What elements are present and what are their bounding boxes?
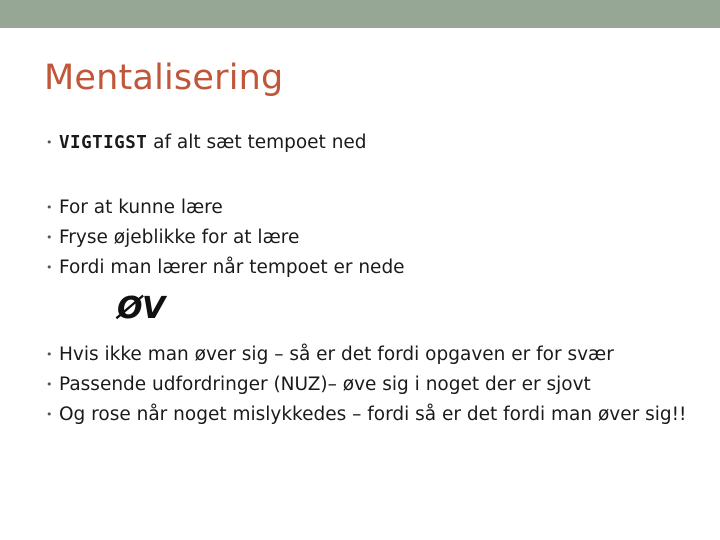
bullet-item <box>46 223 706 253</box>
bullet-item <box>46 128 706 158</box>
bullet-item <box>46 400 706 429</box>
bullet-dot-icon: • <box>46 408 53 421</box>
bullet-keyword: VIGTIGST <box>59 133 148 153</box>
subheading: ØV <box>117 291 166 326</box>
bullet-dot-icon: • <box>46 378 53 391</box>
bullet-dot-icon: • <box>46 231 53 244</box>
top-bar <box>0 0 720 28</box>
bullet-text: Fordi man lærer når tempoet er nede <box>59 257 405 278</box>
bullet-dot-icon: • <box>46 348 53 361</box>
bullet-list-practice <box>46 340 706 429</box>
bullet-text: Og rose når noget mislykkedes – fordi så er det fordi man øver sig!! <box>59 404 687 425</box>
bullet-text: Hvis ikke man øver sig – så er det fordi opgaven er for svær <box>59 344 614 365</box>
bullet-item <box>46 370 706 400</box>
bullet-dot-icon: • <box>46 201 53 214</box>
bullet-text: Passende udfordringer (NUZ)– øve sig i noget der er sjovt <box>59 374 591 395</box>
slide-title: Mentalisering <box>44 58 284 98</box>
bullet-dot-icon: • <box>46 136 53 149</box>
bullet-text: Fryse øjeblikke for at lære <box>59 227 300 248</box>
bullet-item <box>46 340 706 370</box>
bullet-item <box>46 193 706 223</box>
bullet-text: For at kunne lære <box>59 197 223 218</box>
bullet-dot-icon: • <box>46 261 53 274</box>
bullet-list-priority <box>46 128 706 158</box>
bullet-text: af alt sæt tempoet ned <box>147 132 367 153</box>
bullet-list-reasons <box>46 193 706 283</box>
bullet-item <box>46 253 706 283</box>
